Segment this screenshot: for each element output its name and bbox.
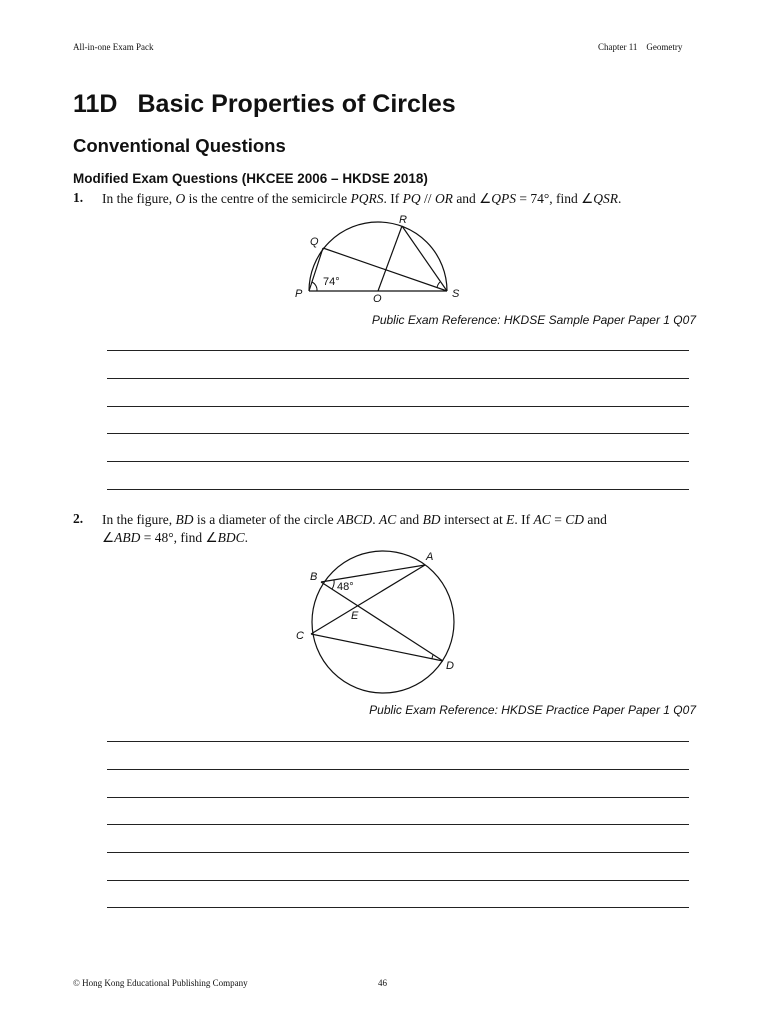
- page-number: 46: [378, 978, 387, 988]
- question-1-figure: [280, 208, 480, 308]
- angle-arc-qps: [312, 282, 317, 291]
- title-number: 11D: [73, 90, 118, 118]
- radius-or: [378, 226, 402, 291]
- answer-line: [107, 907, 689, 908]
- header-left: All-in-one Exam Pack: [73, 42, 154, 52]
- header-right: [598, 42, 682, 52]
- answer-line: [107, 378, 689, 379]
- answer-line: [107, 824, 689, 825]
- angle-label-74: 74°: [323, 276, 340, 288]
- answer-line: [107, 350, 689, 351]
- answer-line: [107, 852, 689, 853]
- question-2-text: In the figure, BD is a diameter of the circle ABCD. AC and BD intersect at E. If AC = CD and ∠ABD = 48°, find ∠BDC.: [102, 512, 607, 545]
- chord-ac: [311, 565, 425, 634]
- diameter-bd: [321, 582, 443, 661]
- question-2-reference: Public Exam Reference: HKDSE Practice Paper Paper 1 Q07: [369, 703, 696, 717]
- chord-qs: [323, 248, 447, 291]
- answer-line: [107, 880, 689, 881]
- section-heading: Modified Exam Questions (HKCEE 2006 – HKDSE 2018): [73, 171, 428, 186]
- label-r: R: [399, 214, 407, 226]
- question-1-text: In the figure, O is the centre of the semicircle PQRS. If PQ // OR and ∠QPS = 74°, find ∠QSR.: [102, 191, 622, 206]
- angle-label-48: 48°: [337, 581, 354, 593]
- label-s: S: [452, 288, 460, 300]
- label-b: B: [310, 571, 318, 583]
- question-2-number: 2.: [73, 511, 84, 526]
- label-p: P: [295, 288, 303, 300]
- label-d: D: [446, 660, 454, 672]
- chord-pq: [309, 248, 323, 291]
- subtitle: Conventional Questions: [73, 135, 286, 156]
- label-e: E: [351, 610, 359, 622]
- angle-arc-abd: [332, 580, 334, 589]
- question-2-figure: [290, 545, 470, 700]
- answer-line: [107, 406, 689, 407]
- angle-arc-qsr: [437, 282, 440, 288]
- header-chapter: Chapter 11 Geometry: [598, 42, 683, 52]
- answer-line: [107, 433, 689, 434]
- page-title: [73, 90, 456, 119]
- footer-copyright: © Hong Kong Educational Publishing Company: [73, 978, 248, 988]
- label-o: O: [373, 293, 382, 305]
- label-a: A: [426, 551, 434, 563]
- title-text: Basic Properties of Circles: [137, 90, 456, 118]
- question-1-number: 1.: [73, 190, 84, 205]
- answer-line: [107, 461, 689, 462]
- answer-line: [107, 741, 689, 742]
- chord-rs: [402, 226, 447, 291]
- answer-line: [107, 769, 689, 770]
- answer-line: [107, 489, 689, 490]
- answer-line: [107, 797, 689, 798]
- question-1-reference: Public Exam Reference: HKDSE Sample Paper Paper 1 Q07: [371, 313, 696, 327]
- label-q: Q: [310, 236, 319, 248]
- label-c: C: [296, 630, 304, 642]
